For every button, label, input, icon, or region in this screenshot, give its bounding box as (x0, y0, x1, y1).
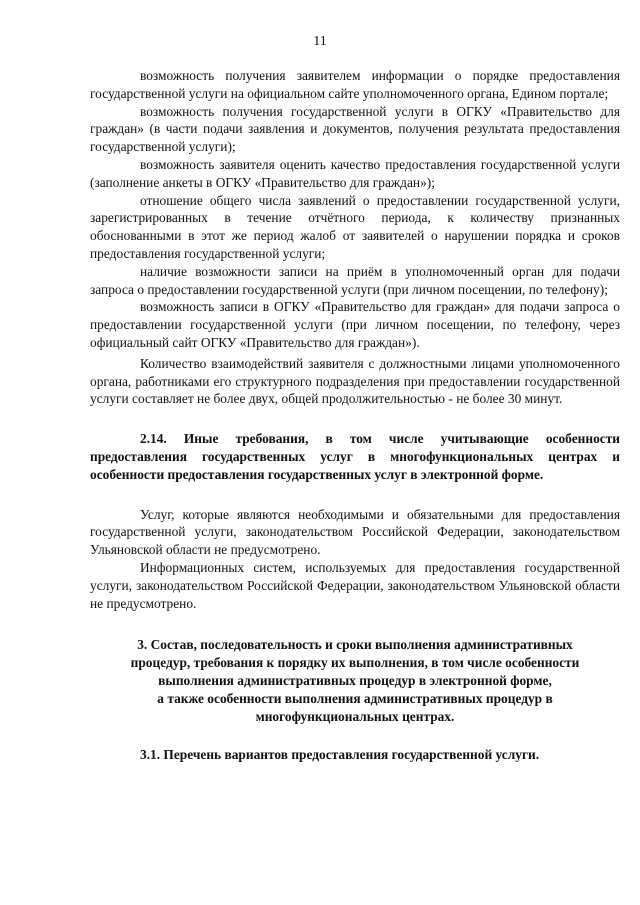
page-number: 11 (313, 34, 327, 49)
section-3-heading-line: а также особенности выполнения административных процедур в (157, 690, 553, 706)
paragraph-appointment-authority: наличие возможности записи на приём в уполномоченный орган для подачи запроса о предоставлении государственной услуги (при личном посещении, по телефону); (90, 263, 620, 297)
section-3-heading-line: многофункциональных центрах. (255, 708, 455, 724)
section-3-heading-line: выполнения административных процедур в электронной форме, (158, 672, 552, 688)
section-3-heading (90, 636, 620, 725)
paragraph-info-access: возможность получения заявителем информации о порядке предоставления государственной услуги на официальном сайте уполномоченного органа, Едином портале; (90, 68, 620, 101)
section-3-heading-line: процедур, требования к порядку их выполнения, в том числе особенности (130, 655, 580, 671)
paragraph-information-systems: Информационных систем, используемых для предоставления государственной услуги, законодательством Российской Федерации, законодательством Ульяновской области не предусмотрено. (90, 559, 620, 611)
paragraph-required-services: Услуг, которые являются необходимыми и обязательными для предоставления государственной услуги, законодательством Российской Федерации, законодательством Ульяновской области не предусмотрено. (90, 506, 620, 558)
section-3-1-heading: 3.1. Перечень вариантов предоставления государственной услуги. (140, 747, 540, 763)
section-3-heading-line: 3. Состав, последовательность и сроки выполнения административных (137, 637, 573, 653)
section-2-14-heading: 2.14. Иные требования, в том числе учитывающие особенности предоставления государственных услуг в многофункциональных центрах и особенности предоставления государственных услуг в электронной форме. (90, 431, 620, 482)
page-body (90, 67, 620, 764)
paragraph-complaints-ratio: отношение общего числа заявлений о предоставлении государственной услуги, зарегистрированных в течение отчётного периода, к количеству признанных обоснованными в этот же период жалоб от заявителей о нарушении порядка и сроков предоставления государственной услуги; (90, 192, 620, 261)
paragraph-appointment-ogku: возможность записи в ОГКУ «Правительство для граждан» для подачи запроса о предоставлении государственной услуги (при личном посещении, по телефону, через официальный сайт ОГКУ «Правительство для граждан»). (90, 299, 620, 350)
paragraph-interactions-count: Количество взаимодействий заявителя с должностными лицами уполномоченного органа, работниками его структурного подразделения при предоставлении государственной услуги составляет не более двух, общей продолжительностью - не более 30 минут. (90, 355, 620, 407)
paragraph-quality-rating: возможность заявителя оценить качество предоставления государственной услуги (заполнение анкеты в ОГКУ «Правительство для граждан»); (90, 156, 620, 190)
paragraph-ogku-service: возможность получения государственной услуги в ОГКУ «Правительство для граждан» (в части подачи заявления и документов, получения результата предоставления государственной услуги); (90, 103, 620, 155)
